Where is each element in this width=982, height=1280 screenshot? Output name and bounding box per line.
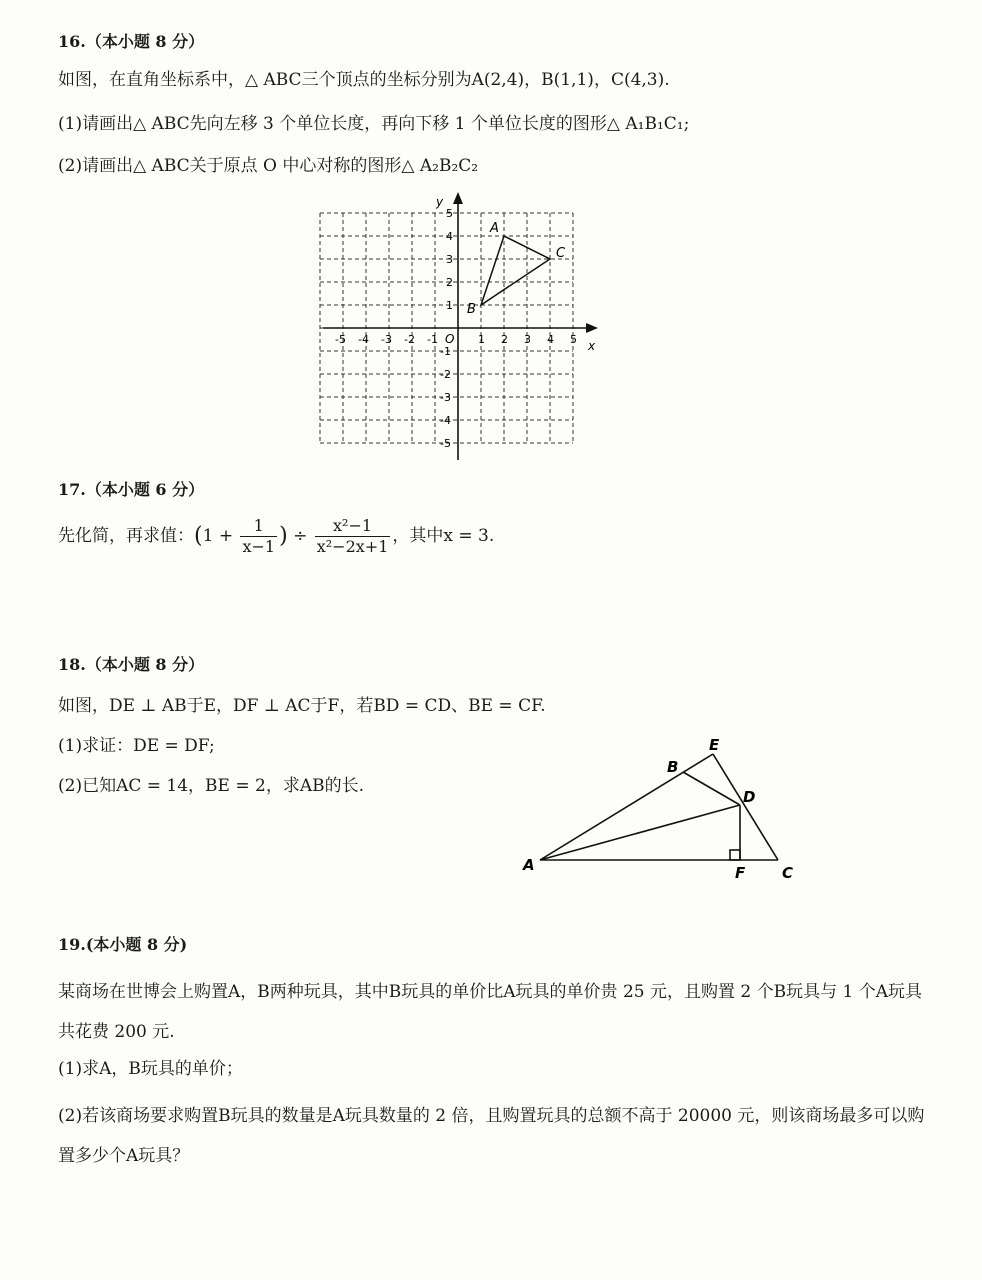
segment-ad — [540, 805, 740, 860]
y-axis-arrow — [453, 192, 463, 204]
x-tick-label: -1 — [427, 333, 438, 346]
label-b: B — [667, 758, 679, 776]
y-tick-label: -5 — [440, 437, 451, 450]
y-tick-label: 4 — [446, 230, 453, 243]
q17-prefix: 先化简，再求值： — [58, 526, 194, 546]
q19-part2: (2)若该商场要求购置B玩具的数量是A玩具数量的 2 倍，且购置玩具的总额不高于 20000 元，则该商场最多可以购置多少个A玩具？ — [58, 1106, 925, 1166]
segment-bd — [683, 772, 740, 805]
label-f: F — [735, 864, 746, 882]
x-tick-label: 2 — [501, 333, 508, 346]
y-tick-label: -2 — [440, 368, 451, 381]
right-angle-mark — [730, 850, 740, 860]
q17-fraction-2 — [315, 516, 391, 557]
q18-part1: (1)求证：DE = DF; — [58, 736, 215, 756]
q16-intro: 如图，在直角坐标系中，△ ABC三个顶点的坐标分别为A(2,4)，B(1,1)，C(4,3). — [58, 70, 670, 90]
x-tick-label: 5 — [570, 333, 577, 346]
q19-header: 19.(本小题 8 分) — [58, 935, 188, 954]
q16-part1: (1)请画出△ ABC先向左移 3 个单位长度，再向下移 1 个单位长度的图形△ A₁B₁C₁; — [58, 114, 690, 134]
y-axis-label: y — [436, 195, 444, 209]
x-tick-label: 4 — [547, 333, 554, 346]
x-tick-label: -5 — [335, 333, 346, 346]
y-tick-label: -1 — [440, 345, 451, 358]
x-tick-label: 1 — [478, 333, 485, 346]
point-a-label: A — [490, 221, 499, 236]
y-tick-label: 5 — [446, 207, 453, 220]
q18-header: 18.（本小题 8 分） — [58, 655, 205, 674]
x-tick-label: -3 — [381, 333, 392, 346]
coordinate-grid-figure — [318, 192, 608, 467]
y-tick-label: -3 — [440, 391, 451, 404]
q17-f1-den: x−1 — [242, 537, 276, 556]
triangle-abc — [481, 236, 550, 305]
point-b-label: B — [467, 302, 476, 317]
label-d: D — [743, 788, 756, 806]
q18-intro: 如图，DE ⊥ AB于E，DF ⊥ AC于F，若BD = CD、BE = CF. — [58, 696, 546, 716]
triangle-figure — [515, 732, 815, 887]
y-tick-label: -4 — [440, 414, 451, 427]
y-tick-label: 2 — [446, 276, 453, 289]
q17-expression: 先化简，再求值：(1 + $\frac{1}{x-1}$ ) ÷ $\frac{\text{x²−1}}{\text{x²−2x+1}}$ ，其中x = 3. — [58, 516, 495, 556]
q17-f2-den: x²−2x+1 — [316, 537, 389, 556]
x-tick-labels — [335, 333, 577, 346]
segment-ec — [713, 754, 778, 860]
q17-suffix: ，其中x = 3. — [392, 526, 495, 546]
label-a: A — [523, 856, 535, 874]
q17-f1-num: 1 — [240, 516, 277, 537]
x-axis-label: x — [588, 339, 596, 353]
y-tick-label: 1 — [446, 299, 453, 312]
q17-f2-num: x²−1 — [315, 516, 391, 537]
q16-part2: (2)请画出△ ABC关于原点 O 中心对称的图形△ A₂B₂C₂ — [58, 156, 479, 176]
q19-intro: 某商场在世博会上购置A，B两种玩具，其中B玩具的单价比A玩具的单价贵 25 元，且购置 2 个B玩具与 1 个A玩具共花费 200 元. — [58, 982, 922, 1042]
label-c: C — [782, 864, 794, 882]
label-e: E — [709, 736, 720, 754]
q17-fraction-1 — [240, 516, 277, 557]
segment-ae — [540, 754, 713, 860]
q18-part2: (2)已知AC = 14，BE = 2，求AB的长. — [58, 776, 364, 796]
q19-part1: (1)求A，B玩具的单价； — [58, 1059, 243, 1079]
q16-header: 16.（本小题 8 分） — [58, 32, 205, 51]
point-c-label: C — [556, 246, 566, 261]
x-tick-label: -4 — [358, 333, 369, 346]
x-tick-label: 3 — [524, 333, 531, 346]
x-tick-label: -2 — [404, 333, 415, 346]
q17-header: 17.（本小题 6 分） — [58, 480, 205, 499]
x-axis-arrow — [586, 323, 598, 333]
origin-label: O — [445, 332, 455, 346]
y-tick-label: 3 — [446, 253, 453, 266]
